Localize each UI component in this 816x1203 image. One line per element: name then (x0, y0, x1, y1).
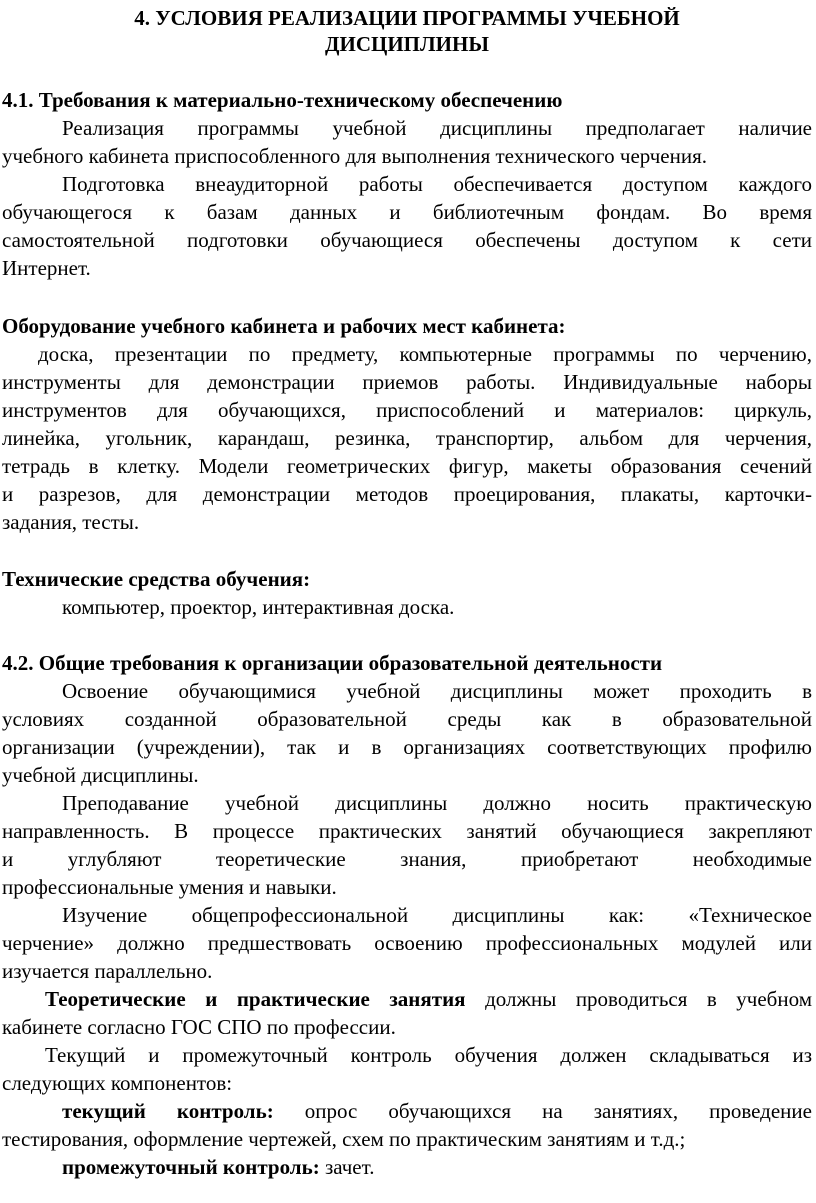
section-4-2-p2-line-3: и углубляют теоретические знания, приобретают необходимые (2, 847, 812, 871)
interim-control-line (62, 1154, 812, 1180)
section-4-1-p1-line-2: учебного кабинета приспособленного для выполнения технического черчения. (2, 144, 708, 168)
tech-means-text: компьютер, проектор, интерактивная доска. (62, 595, 455, 619)
section-4-2-p2-line-4: профессиональные умения и навыки. (2, 875, 337, 899)
p4-rest: должны проводиться в учебном (465, 987, 812, 1011)
equipment-line-7: задания, тесты. (2, 510, 140, 534)
equipment-title: Оборудование учебного кабинета и рабочих мест кабинета: (2, 314, 566, 338)
current-control-text: опрос обучающихся на занятиях, проведение (273, 1099, 812, 1123)
equipment-line-1: доска, презентации по предмету, компьютерные программы по черчению, (38, 342, 812, 366)
section-4-1-p2-line-4: Интернет. (2, 256, 91, 280)
section-4-2-title: 4.2. Общие требования к организации образовательной деятельности (2, 651, 663, 675)
section-4-2-p1-line-2: условиях созданной образовательной среды как в образовательной (2, 707, 812, 731)
section-4-2-p3-line-3: изучается параллельно. (2, 959, 213, 983)
section-4-2-p2-line-2: направленность. В процессе практических занятий обучающиеся закрепляют (2, 819, 812, 843)
current-control-line-1 (62, 1098, 812, 1124)
section-4-1-title: 4.1. Требования к материально-техническому обеспечению (2, 88, 563, 112)
section-4-2-p4-line-1 (45, 986, 812, 1012)
current-control-line-2: тестирования, оформление чертежей, схем по практическим занятиям и т.д.; (2, 1127, 686, 1151)
equipment-line-3: инструментов для обучающихся, приспособлений и материалов: циркуль, (2, 398, 812, 422)
equipment-line-5: тетрадь в клетку. Модели геометрических фигур, макеты образования сечений (2, 454, 812, 478)
section-4-1-p2-line-1: Подготовка внеаудиторной работы обеспечивается доступом каждого (62, 172, 812, 196)
chapter-heading-line-1: 4. УСЛОВИЯ РЕАЛИЗАЦИИ ПРОГРАММЫ УЧЕБНОЙ (134, 6, 680, 30)
section-4-2-p3-line-2: черчение» должно предшествовать освоению профессиональных модулей или (2, 931, 812, 955)
current-control-label: текущий контроль: (62, 1099, 274, 1123)
section-4-2-p1-line-1: Освоение обучающимися учебной дисциплины может проходить в (62, 679, 812, 703)
chapter-heading-line-2: ДИСЦИПЛИНЫ (325, 32, 489, 56)
section-4-2-p1-line-4: учебной дисциплины. (2, 763, 199, 787)
p4-bold-phrase: Теоретические и практические занятия (45, 987, 466, 1011)
interim-control-label: промежуточный контроль: (62, 1155, 320, 1179)
section-4-1-p2-line-2: обучающегося к базам данных и библиотечным фондам. Во время (2, 200, 812, 224)
tech-means-title: Технические средства обучения: (2, 567, 311, 591)
section-4-2-p5-line-1: Текущий и промежуточный контроль обучения должен складываться из (45, 1043, 812, 1067)
equipment-line-2: инструменты для демонстрации приемов работы. Индивидуальные наборы (2, 370, 812, 394)
section-4-2-p3-line-1: Изучение общепрофессиональной дисциплины как: «Техническое (62, 903, 812, 927)
section-4-2-p4-line-2: кабинете согласно ГОС СПО по профессии. (2, 1015, 396, 1039)
section-4-1-p1-line-1: Реализация программы учебной дисциплины предполагает наличие (62, 116, 812, 140)
interim-control-text: зачет. (319, 1155, 375, 1179)
section-4-2-p5-line-2: следующих компонентов: (2, 1071, 233, 1095)
section-4-1-p2-line-3: самостоятельной подготовки обучающиеся обеспечены доступом к сети (2, 228, 812, 252)
equipment-line-4: линейка, угольник, карандаш, резинка, транспортир, альбом для черчения, (2, 426, 812, 450)
equipment-line-6: и разрезов, для демонстрации методов проецирования, плакаты, карточки- (2, 482, 812, 506)
section-4-2-p1-line-3: организации (учреждении), так и в организациях соответствующих профилю (2, 735, 812, 759)
section-4-2-p2-line-1: Преподавание учебной дисциплины должно носить практическую (62, 791, 812, 815)
